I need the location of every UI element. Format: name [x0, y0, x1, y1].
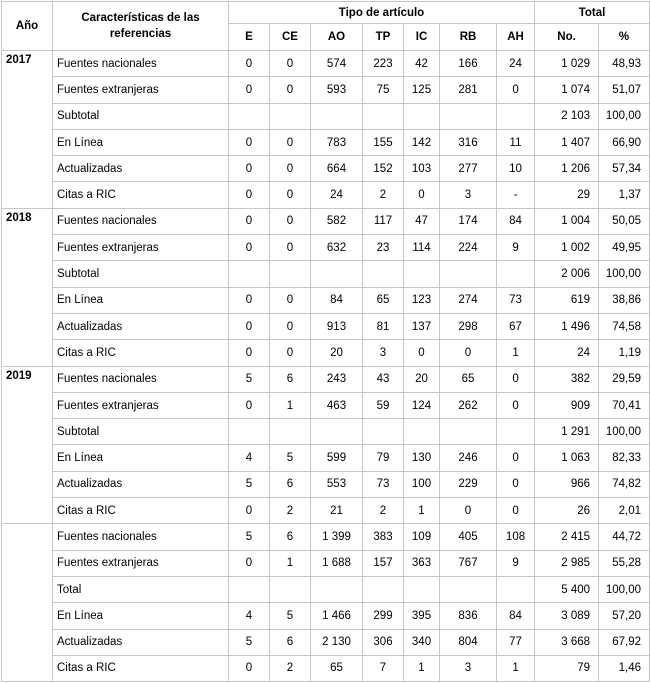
table-cell: 100,00	[599, 103, 650, 129]
table-cell: 77	[497, 629, 535, 655]
table-cell: 783	[311, 129, 363, 155]
total-group-header: Total	[535, 2, 650, 24]
table-cell: 74,58	[599, 313, 650, 339]
table-cell: 42	[404, 51, 440, 77]
table-cell	[270, 261, 311, 287]
table-cell: 59	[363, 392, 404, 418]
table-cell: 44,72	[599, 524, 650, 550]
table-cell: 0	[440, 340, 497, 366]
table-cell: 5	[229, 524, 270, 550]
row-label: En Línea	[53, 445, 229, 471]
row-label: Fuentes nacionales	[53, 208, 229, 234]
table-cell: 155	[363, 129, 404, 155]
table-cell: -	[497, 182, 535, 208]
table-cell: 70,41	[599, 392, 650, 418]
table-cell: 152	[363, 156, 404, 182]
table-cell: 2	[270, 655, 311, 681]
table-cell: 1 004	[535, 208, 599, 234]
column-header: %	[599, 24, 650, 51]
table-cell: 1 407	[535, 129, 599, 155]
table-cell: 67	[497, 313, 535, 339]
table-cell: 5	[229, 629, 270, 655]
table-cell: 574	[311, 51, 363, 77]
table-cell: 9	[497, 235, 535, 261]
table-row	[2, 655, 650, 681]
table-cell: 0	[229, 655, 270, 681]
table-cell: 1 466	[311, 603, 363, 629]
table-cell	[497, 419, 535, 445]
table-cell: 100	[404, 471, 440, 497]
column-header: RB	[440, 24, 497, 51]
table-cell: 23	[363, 235, 404, 261]
table-cell: 1	[404, 655, 440, 681]
table-cell: 5	[270, 445, 311, 471]
table-header	[2, 2, 650, 51]
row-label: Fuentes nacionales	[53, 366, 229, 392]
table-cell: 51,07	[599, 77, 650, 103]
table-cell: 0	[270, 235, 311, 261]
table-cell: 2	[363, 498, 404, 524]
table-cell: 0	[270, 51, 311, 77]
table-cell: 21	[311, 498, 363, 524]
table-cell: 7	[363, 655, 404, 681]
table-cell: 262	[440, 392, 497, 418]
row-label: Citas a RIC	[53, 498, 229, 524]
table-cell: 405	[440, 524, 497, 550]
year-cell: 2017	[2, 51, 53, 209]
table-cell: 6	[270, 471, 311, 497]
table-cell: 114	[404, 235, 440, 261]
table-cell: 1 002	[535, 235, 599, 261]
column-header: TP	[363, 24, 404, 51]
table-cell: 1 206	[535, 156, 599, 182]
table-cell: 24	[535, 340, 599, 366]
table-cell: 29	[535, 182, 599, 208]
table-cell	[363, 261, 404, 287]
table-cell: 109	[404, 524, 440, 550]
table-cell: 100,00	[599, 261, 650, 287]
row-label: Actualizadas	[53, 629, 229, 655]
table-body	[2, 51, 650, 682]
table-cell: 298	[440, 313, 497, 339]
row-label: Citas a RIC	[53, 182, 229, 208]
table-cell	[363, 576, 404, 602]
table-cell: 0	[440, 498, 497, 524]
table-cell: 81	[363, 313, 404, 339]
table-cell: 5	[270, 603, 311, 629]
table-cell: 582	[311, 208, 363, 234]
table-row	[2, 603, 650, 629]
column-header: AH	[497, 24, 535, 51]
table-cell: 0	[270, 129, 311, 155]
table-cell: 804	[440, 629, 497, 655]
table-cell: 100,00	[599, 419, 650, 445]
table-row	[2, 77, 650, 103]
table-cell	[440, 419, 497, 445]
table-cell: 2	[270, 498, 311, 524]
table-cell: 50,05	[599, 208, 650, 234]
table-cell: 3 668	[535, 629, 599, 655]
table-cell: 26	[535, 498, 599, 524]
year-header: Año	[2, 2, 53, 51]
table-cell: 47	[404, 208, 440, 234]
table-cell: 274	[440, 287, 497, 313]
table-cell: 463	[311, 392, 363, 418]
table-cell: 1 074	[535, 77, 599, 103]
year-cell	[2, 524, 53, 682]
table-cell: 243	[311, 366, 363, 392]
year-cell: 2018	[2, 208, 53, 366]
table-row	[2, 340, 650, 366]
row-label: Citas a RIC	[53, 655, 229, 681]
table-cell	[229, 576, 270, 602]
table-cell: 1	[270, 550, 311, 576]
table-cell: 6	[270, 524, 311, 550]
table-row	[2, 629, 650, 655]
table-cell: 2 985	[535, 550, 599, 576]
table-cell: 66,90	[599, 129, 650, 155]
table-row	[2, 313, 650, 339]
table-cell: 0	[497, 471, 535, 497]
table-cell: 6	[270, 629, 311, 655]
table-cell: 0	[270, 182, 311, 208]
table-cell: 137	[404, 313, 440, 339]
table-row	[2, 287, 650, 313]
table-cell: 913	[311, 313, 363, 339]
table-row	[2, 208, 650, 234]
table-cell: 1,37	[599, 182, 650, 208]
table-cell	[404, 576, 440, 602]
table-cell: 0	[270, 313, 311, 339]
table-cell: 0	[229, 392, 270, 418]
table-cell: 281	[440, 77, 497, 103]
table-cell: 3	[440, 655, 497, 681]
table-cell: 966	[535, 471, 599, 497]
table-cell: 0	[270, 287, 311, 313]
table-cell: 1 496	[535, 313, 599, 339]
table-cell: 0	[229, 182, 270, 208]
table-cell: 79	[535, 655, 599, 681]
row-label: Fuentes extranjeras	[53, 550, 229, 576]
table-cell: 619	[535, 287, 599, 313]
table-cell: 2	[363, 182, 404, 208]
table-cell: 117	[363, 208, 404, 234]
table-cell: 75	[363, 77, 404, 103]
table-cell: 24	[497, 51, 535, 77]
table-row	[2, 103, 650, 129]
table-cell: 130	[404, 445, 440, 471]
table-cell: 1,19	[599, 340, 650, 366]
table-cell	[404, 103, 440, 129]
table-cell: 0	[404, 340, 440, 366]
column-header: IC	[404, 24, 440, 51]
table-cell: 340	[404, 629, 440, 655]
table-cell: 49,95	[599, 235, 650, 261]
table-cell: 0	[497, 445, 535, 471]
table-cell: 382	[535, 366, 599, 392]
table-cell: 57,34	[599, 156, 650, 182]
table-cell: 57,20	[599, 603, 650, 629]
table-cell: 166	[440, 51, 497, 77]
table-cell: 599	[311, 445, 363, 471]
table-cell: 2 130	[311, 629, 363, 655]
table-cell: 103	[404, 156, 440, 182]
table-row	[2, 182, 650, 208]
table-row	[2, 156, 650, 182]
table-cell	[311, 576, 363, 602]
table-cell: 0	[229, 77, 270, 103]
row-label: Actualizadas	[53, 313, 229, 339]
table-cell: 48,93	[599, 51, 650, 77]
table-cell: 593	[311, 77, 363, 103]
table-cell: 0	[497, 77, 535, 103]
row-label: Fuentes extranjeras	[53, 392, 229, 418]
table-row	[2, 235, 650, 261]
table-cell	[440, 103, 497, 129]
table-cell: 316	[440, 129, 497, 155]
table-cell: 108	[497, 524, 535, 550]
table-cell: 84	[311, 287, 363, 313]
table-cell: 3	[363, 340, 404, 366]
table-row	[2, 51, 650, 77]
table-cell	[497, 103, 535, 129]
table-cell	[497, 261, 535, 287]
table-cell: 38,86	[599, 287, 650, 313]
table-cell: 395	[404, 603, 440, 629]
table-cell	[270, 419, 311, 445]
table-cell: 0	[270, 340, 311, 366]
table-cell: 20	[404, 366, 440, 392]
table-row	[2, 392, 650, 418]
table-cell: 11	[497, 129, 535, 155]
table-cell: 632	[311, 235, 363, 261]
table-cell: 84	[497, 208, 535, 234]
column-header: AO	[311, 24, 363, 51]
table-cell: 79	[363, 445, 404, 471]
row-label: Subtotal	[53, 419, 229, 445]
table-cell	[404, 419, 440, 445]
column-header: No.	[535, 24, 599, 51]
table-cell: 10	[497, 156, 535, 182]
table-cell: 65	[311, 655, 363, 681]
table-cell: 1	[497, 340, 535, 366]
table-cell: 1	[404, 498, 440, 524]
table-cell: 5	[229, 366, 270, 392]
table-cell: 0	[229, 156, 270, 182]
references-table	[1, 1, 650, 682]
year-cell: 2019	[2, 366, 53, 524]
table-cell: 125	[404, 77, 440, 103]
table-cell: 20	[311, 340, 363, 366]
table-cell: 0	[270, 156, 311, 182]
table-cell: 0	[229, 235, 270, 261]
table-cell: 65	[440, 366, 497, 392]
table-cell: 29,59	[599, 366, 650, 392]
table-row	[2, 445, 650, 471]
table-row	[2, 498, 650, 524]
table-cell: 1	[270, 392, 311, 418]
table-cell	[270, 576, 311, 602]
table-cell: 100,00	[599, 576, 650, 602]
table-row	[2, 261, 650, 287]
table-cell: 1	[497, 655, 535, 681]
table-cell: 909	[535, 392, 599, 418]
table-cell	[229, 419, 270, 445]
table-cell: 3 089	[535, 603, 599, 629]
table-cell: 246	[440, 445, 497, 471]
table-cell: 0	[497, 498, 535, 524]
table-cell: 123	[404, 287, 440, 313]
table-cell: 0	[270, 208, 311, 234]
row-label: Fuentes extranjeras	[53, 235, 229, 261]
table-row	[2, 471, 650, 497]
table-cell: 5 400	[535, 576, 599, 602]
table-cell: 0	[229, 208, 270, 234]
table-cell: 65	[363, 287, 404, 313]
row-label: Fuentes nacionales	[53, 51, 229, 77]
row-label: Subtotal	[53, 261, 229, 287]
table-cell: 224	[440, 235, 497, 261]
table-cell	[404, 261, 440, 287]
table-cell: 4	[229, 603, 270, 629]
table-cell: 67,92	[599, 629, 650, 655]
table-cell: 299	[363, 603, 404, 629]
table-cell: 2 415	[535, 524, 599, 550]
table-cell: 383	[363, 524, 404, 550]
table-cell: 0	[497, 392, 535, 418]
table-row	[2, 576, 650, 602]
row-label: En Línea	[53, 287, 229, 313]
table-cell: 6	[270, 366, 311, 392]
table-cell	[363, 103, 404, 129]
table-cell: 0	[229, 498, 270, 524]
table-cell: 0	[229, 129, 270, 155]
table-cell: 0	[404, 182, 440, 208]
table-cell: 157	[363, 550, 404, 576]
row-label: Actualizadas	[53, 156, 229, 182]
table-row	[2, 550, 650, 576]
table-cell: 767	[440, 550, 497, 576]
table-cell: 229	[440, 471, 497, 497]
article-type-group-header: Tipo de artículo	[229, 2, 535, 24]
row-label: Citas a RIC	[53, 340, 229, 366]
table-cell	[270, 103, 311, 129]
table-cell: 0	[497, 366, 535, 392]
table-cell: 0	[229, 51, 270, 77]
row-label: Actualizadas	[53, 471, 229, 497]
row-label: Subtotal	[53, 103, 229, 129]
table-cell: 306	[363, 629, 404, 655]
table-cell: 2 103	[535, 103, 599, 129]
row-label: Total	[53, 576, 229, 602]
table-cell: 1 399	[311, 524, 363, 550]
row-label: En Línea	[53, 603, 229, 629]
table-cell: 553	[311, 471, 363, 497]
table-cell	[363, 419, 404, 445]
table-cell: 82,33	[599, 445, 650, 471]
table-cell	[229, 261, 270, 287]
table-cell	[440, 261, 497, 287]
table-cell: 0	[229, 313, 270, 339]
table-cell: 0	[270, 77, 311, 103]
table-cell: 836	[440, 603, 497, 629]
table-cell: 55,28	[599, 550, 650, 576]
table-cell	[497, 576, 535, 602]
table-cell: 74,82	[599, 471, 650, 497]
table-cell: 1 291	[535, 419, 599, 445]
table-cell	[311, 261, 363, 287]
characteristics-header: Características de las referencias	[53, 2, 229, 51]
table-cell: 5	[229, 471, 270, 497]
table-cell: 73	[363, 471, 404, 497]
table-cell	[311, 103, 363, 129]
table-row	[2, 419, 650, 445]
row-label: En Línea	[53, 129, 229, 155]
table-cell: 43	[363, 366, 404, 392]
table-cell	[440, 576, 497, 602]
table-row	[2, 366, 650, 392]
table-cell: 174	[440, 208, 497, 234]
table-cell	[311, 419, 363, 445]
table-cell: 223	[363, 51, 404, 77]
table-cell	[229, 103, 270, 129]
table-row	[2, 524, 650, 550]
table-cell: 1 063	[535, 445, 599, 471]
table-cell: 2 006	[535, 261, 599, 287]
table-cell: 73	[497, 287, 535, 313]
table-cell: 2,01	[599, 498, 650, 524]
column-header: E	[229, 24, 270, 51]
table-cell: 142	[404, 129, 440, 155]
table-cell: 1 029	[535, 51, 599, 77]
table-cell: 24	[311, 182, 363, 208]
table-cell: 3	[440, 182, 497, 208]
table-row	[2, 129, 650, 155]
table-cell: 363	[404, 550, 440, 576]
table-cell: 124	[404, 392, 440, 418]
table-cell: 664	[311, 156, 363, 182]
table-cell: 1 688	[311, 550, 363, 576]
table-cell: 9	[497, 550, 535, 576]
column-header: CE	[270, 24, 311, 51]
table-cell: 84	[497, 603, 535, 629]
table-cell: 0	[229, 287, 270, 313]
table-cell: 4	[229, 445, 270, 471]
table-cell: 1,46	[599, 655, 650, 681]
table-cell: 277	[440, 156, 497, 182]
row-label: Fuentes nacionales	[53, 524, 229, 550]
table-cell: 0	[229, 340, 270, 366]
row-label: Fuentes extranjeras	[53, 77, 229, 103]
table-cell: 0	[229, 550, 270, 576]
